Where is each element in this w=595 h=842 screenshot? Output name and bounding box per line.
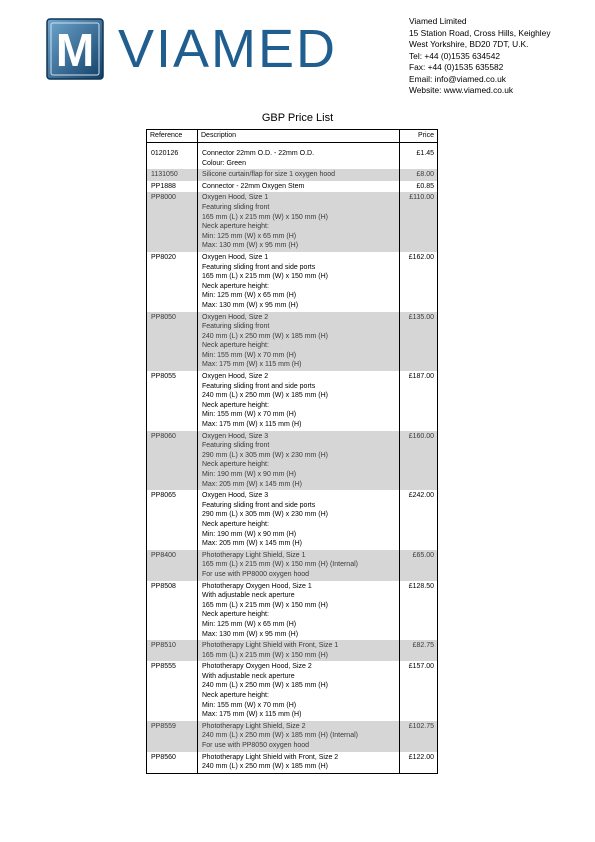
reference-cell: PP8560 [147, 752, 198, 774]
address-line: Tel: +44 (0)1535 634542 [409, 50, 501, 61]
price-cell: £242.00 [400, 490, 438, 550]
address-line: Viamed Limited [409, 16, 467, 26]
price-table [146, 129, 438, 774]
description-line: 240 mm (L) x 250 mm (W) x 185 mm (H) [202, 392, 329, 400]
column-header-description: Description [198, 130, 400, 143]
description-line: Min: 125 mm (W) x 65 mm (H) [202, 232, 297, 240]
price-cell: £1.45 [400, 148, 438, 169]
table-row [147, 371, 438, 431]
reference-cell: PP8400 [147, 550, 198, 581]
reference-cell: PP8559 [147, 721, 198, 752]
price-cell: £8.00 [400, 169, 438, 181]
table-row [147, 181, 438, 193]
description-line: Featuring sliding front and side ports [202, 263, 316, 271]
description-line: Connector - 22mm Oxygen Stem [202, 182, 305, 190]
description-cell [198, 640, 400, 661]
price-cell: £122.00 [400, 752, 438, 774]
reference-cell: 0120126 [147, 148, 198, 169]
table-row [147, 169, 438, 181]
table-row [147, 721, 438, 752]
reference-cell: PP8508 [147, 581, 198, 641]
description-line: Featuring sliding front and side ports [202, 501, 316, 509]
description-line: 240 mm (L) x 250 mm (W) x 185 mm (H) [202, 332, 329, 340]
description-line: Phototherapy Oxygen Hood, Size 2 [202, 663, 312, 671]
column-header-price: Price [400, 130, 438, 143]
price-cell: £0.85 [400, 181, 438, 193]
table-row [147, 581, 438, 641]
address-line: 15 Station Road, Cross Hills, Keighley [409, 27, 551, 38]
description-line: Phototherapy Light Shield with Front, Size 1 [202, 642, 339, 650]
description-line: 165 mm (L) x 215 mm (W) x 150 mm (H) [202, 273, 329, 281]
description-line: For use with PP8050 oxygen hood [202, 742, 310, 750]
price-cell: £160.00 [400, 431, 438, 491]
description-cell [198, 550, 400, 581]
company-address [409, 16, 551, 97]
price-table-body [147, 143, 438, 774]
table-row [147, 550, 438, 581]
reference-cell: PP8000 [147, 192, 198, 252]
description-line: Featuring sliding front [202, 323, 270, 331]
reference-cell: PP8065 [147, 490, 198, 550]
description-line: Neck aperture height: [202, 520, 269, 528]
description-line: Oxygen Hood, Size 2 [202, 373, 269, 381]
description-cell [198, 252, 400, 312]
description-line: Max: 205 mm (W) x 145 mm (H) [202, 540, 302, 548]
description-line: Max: 130 mm (W) x 95 mm (H) [202, 630, 299, 638]
description-cell [198, 752, 400, 774]
description-line: Featuring sliding front and side ports [202, 382, 316, 390]
description-cell [198, 431, 400, 491]
address-line: Fax: +44 (0)1535 635582 [409, 62, 504, 72]
table-row [147, 148, 438, 169]
reference-cell: PP8050 [147, 312, 198, 372]
description-line: Oxygen Hood, Size 3 [202, 492, 269, 500]
description-line: 165 mm (L) x 215 mm (W) x 150 mm (H) [202, 651, 329, 659]
price-cell: £128.50 [400, 581, 438, 641]
viamed-logo-icon [46, 18, 104, 80]
description-line: Oxygen Hood, Size 1 [202, 194, 269, 202]
description-line: Max: 175 mm (W) x 115 mm (H) [202, 421, 302, 429]
description-line: With adjustable neck aperture [202, 592, 295, 600]
description-line: 165 mm (L) x 215 mm (W) x 150 mm (H) (Internal) [202, 561, 358, 569]
description-line: Max: 130 mm (W) x 95 mm (H) [202, 301, 299, 309]
description-line: 165 mm (L) x 215 mm (W) x 150 mm (H) [202, 213, 329, 221]
description-line: Silicone curtain/flap for size 1 oxygen hood [202, 171, 336, 179]
description-line: 290 mm (L) x 305 mm (W) x 230 mm (H) [202, 451, 329, 459]
description-line: Phototherapy Light Shield, Size 1 [202, 551, 306, 559]
price-cell: £102.75 [400, 721, 438, 752]
description-line: Min: 190 mm (W) x 90 mm (H) [202, 471, 297, 478]
reference-cell: PP8510 [147, 640, 198, 661]
description-cell [198, 169, 400, 181]
table-row [147, 752, 438, 774]
description-line: With adjustable neck aperture [202, 672, 295, 680]
description-line: Featuring sliding front [202, 442, 270, 450]
description-line: Neck aperture height: [202, 401, 269, 409]
description-line: Oxygen Hood, Size 2 [202, 313, 269, 321]
description-line: Min: 155 mm (W) x 70 mm (H) [202, 701, 297, 709]
price-cell: £65.00 [400, 550, 438, 581]
description-line: 240 mm (L) x 250 mm (W) x 185 mm (H) (Internal) [202, 732, 358, 740]
price-cell: £187.00 [400, 371, 438, 431]
column-header-reference: Reference [147, 130, 198, 143]
description-cell [198, 581, 400, 641]
description-cell [198, 181, 400, 193]
description-line: Min: 155 mm (W) x 70 mm (H) [202, 411, 297, 419]
price-cell: £110.00 [400, 192, 438, 252]
reference-cell: PP1888 [147, 181, 198, 193]
description-line: Phototherapy Light Shield, Size 2 [202, 722, 306, 730]
description-line: Max: 130 mm (W) x 95 mm (H) [202, 242, 299, 250]
table-header-row [147, 130, 438, 143]
description-line: Oxygen Hood, Size 3 [202, 432, 269, 440]
reference-cell: PP8055 [147, 371, 198, 431]
address-line: West Yorkshire, BD20 7DT, U.K. [409, 39, 529, 49]
description-line: Max: 205 mm (W) x 145 mm (H) [202, 480, 302, 488]
description-cell [198, 312, 400, 372]
address-line[interactable]: Email: info@viamed.co.uk [409, 73, 506, 84]
reference-cell: PP8020 [147, 252, 198, 312]
reference-cell: 1131050 [147, 169, 198, 181]
price-cell: £157.00 [400, 661, 438, 721]
description-line: Neck aperture height: [202, 342, 269, 350]
description-cell [198, 371, 400, 431]
reference-cell: PP8060 [147, 431, 198, 491]
table-row [147, 192, 438, 252]
logo-letter: M [55, 24, 95, 76]
description-line: Min: 125 mm (W) x 65 mm (H) [202, 292, 297, 300]
description-line: For use with PP8000 oxygen hood [202, 570, 310, 578]
description-line: 240 mm (L) x 250 mm (W) x 185 mm (H) [202, 763, 329, 771]
price-cell: £162.00 [400, 252, 438, 312]
description-cell [198, 721, 400, 752]
description-line: 240 mm (L) x 250 mm (W) x 185 mm (H) [202, 682, 329, 690]
table-row [147, 490, 438, 550]
description-line: Phototherapy Light Shield with Front, Size 2 [202, 753, 339, 761]
description-line: Min: 155 mm (W) x 70 mm (H) [202, 351, 297, 359]
description-cell [198, 192, 400, 252]
description-line: Colour: Green [202, 159, 246, 167]
viamed-logo [46, 17, 337, 81]
description-line: Min: 125 mm (W) x 65 mm (H) [202, 620, 297, 628]
brand-name: VIAMED [118, 19, 338, 79]
description-line: Neck aperture height: [202, 282, 269, 290]
price-cell: £135.00 [400, 312, 438, 372]
description-cell [198, 661, 400, 721]
table-row [147, 640, 438, 661]
description-line: Connector 22mm O.D. - 22mm O.D. [202, 150, 315, 157]
description-line: Neck aperture height: [202, 692, 269, 700]
description-line: Phototherapy Oxygen Hood, Size 1 [202, 582, 312, 590]
page-title: GBP Price List [261, 112, 334, 124]
description-line: Oxygen Hood, Size 1 [202, 253, 269, 261]
table-row [147, 312, 438, 372]
description-line: Neck aperture height: [202, 461, 269, 469]
description-cell [198, 490, 400, 550]
description-line: Min: 190 mm (W) x 90 mm (H) [202, 530, 297, 538]
reference-cell: PP8555 [147, 661, 198, 721]
description-line: Neck aperture height: [202, 611, 269, 619]
table-row [147, 431, 438, 491]
table-row [147, 661, 438, 721]
description-cell [198, 148, 400, 169]
description-line: Neck aperture height: [202, 223, 269, 231]
address-line[interactable]: Website: www.viamed.co.uk [409, 85, 514, 95]
description-line: Max: 175 mm (W) x 115 mm (H) [202, 711, 302, 719]
price-cell: £82.75 [400, 640, 438, 661]
table-row [147, 252, 438, 312]
description-line: 165 mm (L) x 215 mm (W) x 150 mm (H) [202, 601, 329, 609]
description-line: Max: 175 mm (W) x 115 mm (H) [202, 361, 302, 369]
description-line: Featuring sliding front [202, 203, 270, 211]
description-line: 290 mm (L) x 305 mm (W) x 230 mm (H) [202, 511, 329, 519]
